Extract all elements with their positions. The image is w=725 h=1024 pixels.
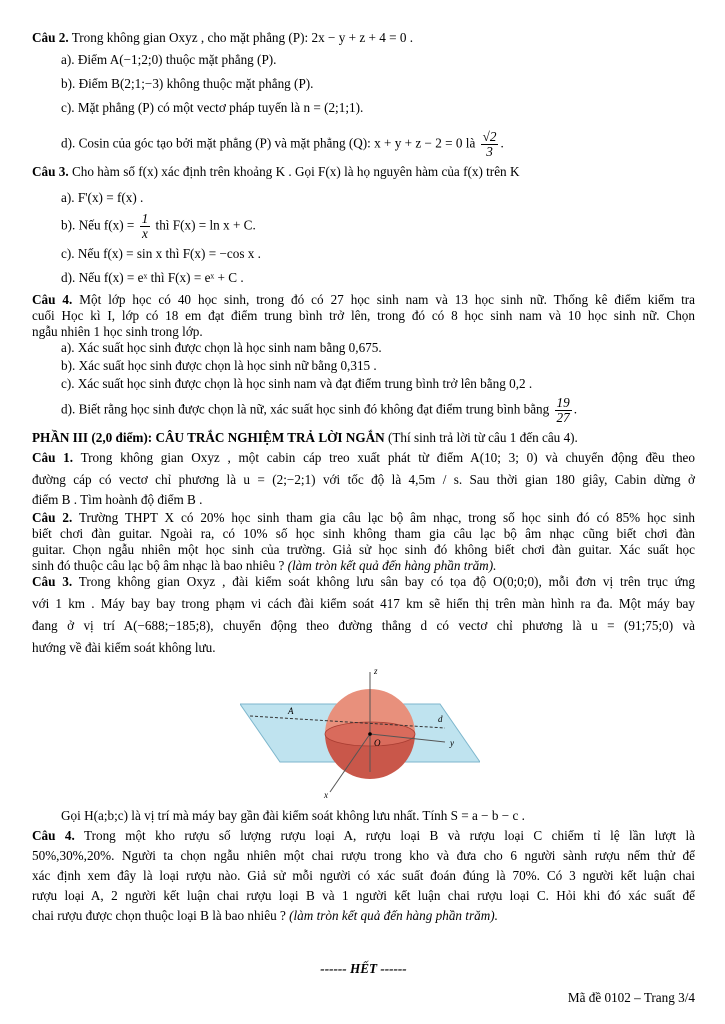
part-3-note: (Thí sinh trả lời từ câu 1 đến câu 4). — [384, 430, 578, 445]
p3-question-4-line-5 — [32, 908, 695, 926]
p3-question-3-task: Gọi H(a;b;c) là vị trí mà máy bay gần đài kiểm soát không lưu nhất. Tính S = a − b − c . — [61, 808, 525, 823]
p3-question-3-line-1 — [32, 574, 695, 596]
question-label: Câu 4. — [32, 828, 75, 843]
exam-page — [32, 30, 696, 1005]
part-3-heading — [32, 430, 695, 450]
fraction-denominator: x — [142, 226, 148, 241]
q2-option-d: d). Cosin của góc tạo bởi mặt phẳng (P) và mặt phẳng (Q): x + y + z − 2 = 0 là $\frac{√2}{3}$ . — [61, 129, 504, 159]
p3-question-1-line-2: đường cáp có vectơ chỉ phương là u = (2;−2;1) với tốc độ là 4,5m / s. Sau thời gian 180 giây, Cabin dừng ở — [32, 472, 695, 487]
fraction-numerator: √2 — [482, 129, 497, 144]
question-4-line-1 — [32, 292, 695, 308]
q2-option-c: c). Mặt phẳng (P) có một vectơ pháp tuyến là n = (2;1;1). — [61, 100, 364, 115]
question-label: Câu 3. — [32, 164, 69, 179]
sphere-plane-svg — [240, 662, 480, 802]
label-x: x — [324, 790, 328, 800]
question-text: sinh đó thuộc câu lạc bộ âm nhạc là bao nhiêu ? — [32, 558, 285, 573]
q3-option-b-pre: b). Nếu f(x) = — [61, 217, 135, 233]
q2-option-d-fraction — [481, 130, 499, 159]
q3-option-b — [32, 212, 695, 246]
q3-option-c: c). Nếu f(x) = sin x thì F(x) = −cos x . — [61, 246, 261, 261]
question-label: Câu 4. — [32, 292, 73, 307]
label-A: A — [288, 706, 294, 716]
page-footer: Mã đề 0102 – Trang 3/4 — [567, 990, 695, 1005]
p3-question-4-line-2: 50%,30%,20%. Người ta chọn ngẫu nhiên một chai rượu trong kho và đưa cho 6 người sành rượu nếm thử để — [32, 848, 695, 863]
fraction-denominator: 27 — [556, 410, 570, 425]
p3-question-4-line-3: xác định xem đây là loại rượu nào. Giả sử mỗi người có xác suất đoán đúng là 70%. Có 3 người kết luận chai — [32, 868, 695, 883]
question-text: Trong không gian Oxyz , đài kiểm soát không lưu sân bay có tọa độ O(0;0;0), mỗi đơn vị trên trục ứng — [72, 574, 696, 589]
p3-question-4-line-1 — [32, 828, 695, 848]
p3-question-1-line-3: điểm B . Tìm hoành độ điểm B . — [32, 492, 203, 507]
question-text: chai rượu được chọn thuộc loại B là bao nhiêu ? — [32, 908, 286, 923]
origin-point — [368, 732, 372, 736]
fraction-numerator: 19 — [556, 395, 570, 410]
q2-option-d-text: d). Cosin của góc tạo bởi mặt phẳng (P) và mặt phẳng (Q): x + y + z − 2 = 0 là — [61, 135, 476, 151]
sphere-plane-figure — [240, 662, 480, 802]
p3-question-2-line-4 — [32, 558, 695, 574]
question-4-line-3: ngẫu nhiên 1 học sinh trong lớp. — [32, 324, 203, 339]
q4-option-a: a). Xác suất học sinh được chọn là học sinh nam bằng 0,675. — [61, 340, 382, 355]
q3-option-b-fraction — [140, 212, 151, 241]
fraction-numerator: 1 — [141, 211, 149, 226]
p3-question-3-line-2: với 1 km . Máy bay bay trong phạm vi cách đài kiểm soát 417 km sẽ hiển thị trên màn hình ra đa. Một máy bay — [32, 596, 695, 611]
question-label: Câu 2. — [32, 510, 73, 525]
question-text: Trong không gian Oxyz , cho mặt phẳng (P): 2x − y + z + 4 = 0 . — [68, 30, 414, 45]
q4-option-d-text: d). Biết rằng học sinh được chọn là nữ, xác suất học sinh đó không đạt điểm trung bình bằng — [61, 401, 550, 417]
rounding-note: (làm tròn kết quả đến hàng phần trăm). — [284, 558, 497, 573]
question-text: Trong một kho rượu số lượng rượu loại A, rượu loại B và rượu loại C chiếm tỉ lệ lần lượt là — [74, 828, 696, 843]
end-marker: ------ HẾT ------ — [320, 961, 407, 976]
fraction-denominator: 3 — [486, 144, 493, 159]
p3-question-3-line-3: đang ở vị trí A(−688;−185;8), chuyển động theo đường thẳng d có vectơ chỉ phương là u = (91;75;0) và — [32, 618, 695, 633]
p3-question-2-line-2: biết chơi đàn guitar. Ngoài ra, có 10% số học sinh không tham gia câu lạc bộ âm nhạc cũng biết chơi đàn — [32, 526, 695, 541]
question-label: Câu 3. — [32, 574, 73, 589]
q4-option-d-fraction — [555, 396, 572, 425]
label-O: O — [374, 738, 381, 748]
label-z: z — [374, 666, 378, 676]
question-label: Câu 1. — [32, 450, 74, 465]
part-3-title: PHẦN III (2,0 điểm): CÂU TRẮC NGHIỆM TRẢ LỜI NGẮN — [32, 430, 385, 445]
q4-option-b: b). Xác suất học sinh được chọn là học sinh nữ bằng 0,315 . — [61, 358, 377, 373]
q2-option-a: a). Điểm A(−1;2;0) thuộc mặt phẳng (P). — [61, 52, 277, 67]
question-3-stem — [32, 164, 695, 190]
question-text: Trong không gian Oxyz , một cabin cáp treo xuất phát từ điểm A(10; 3; 0) và chuyển động đều theo — [73, 450, 695, 465]
label-d: d — [438, 714, 443, 724]
label-y: y — [450, 738, 454, 748]
q3-option-d: d). Nếu f(x) = eˣ thì F(x) = eˣ + C . — [61, 270, 244, 285]
p3-question-4-line-4: rượu loại A, 2 người kết luận chai rượu loại B và 1 người kết luận chai rượu loại C. Hỏi khi đó xác suất để — [32, 888, 695, 903]
q4-option-d: d). Biết rằng học sinh được chọn là nữ, xác suất học sinh đó không đạt điểm trung bình bằng $\frac{19}{27}$ . — [61, 395, 578, 425]
p3-question-3-line-4: hướng về đài kiểm soát không lưu. — [32, 640, 216, 655]
p3-question-2-line-3: guitar. Chọn ngẫu nhiên một học sinh của trường. Giả sử học sinh đó không biết chơi đàn guitar. Xác suất học — [32, 542, 695, 557]
q3-option-a: a). F'(x) = f(x) . — [61, 190, 144, 205]
question-text: Cho hàm số f(x) xác định trên khoảng K . Gọi F(x) là họ nguyên hàm của f(x) trên K — [68, 164, 520, 179]
question-label: Câu 2. — [32, 30, 69, 45]
p3-question-2-line-1 — [32, 510, 695, 526]
question-text: Trường THPT X có 20% học sinh tham gia câu lạc bộ âm nhạc, trong số học sinh đó có 85% học sinh — [72, 510, 695, 525]
q3-option-b-post: thì F(x) = ln x + C. — [155, 217, 256, 233]
q4-option-c: c). Xác suất học sinh được chọn là học sinh nam và đạt điểm trung bình trở lên bằng 0,2 . — [61, 376, 533, 391]
p3-question-1-line-1 — [32, 450, 695, 472]
rounding-note: (làm tròn kết quả đến hàng phần trăm). — [285, 908, 498, 923]
question-2-stem — [32, 30, 695, 52]
question-text: Một lớp học có 40 học sinh, trong đó có 27 học sinh nam và 13 học sinh nữ. Thống kê điểm kiểm tra — [72, 292, 695, 307]
question-4-line-2: cuối Học kì I, lớp có 18 em đạt điểm trung bình trở lên, trong đó có 8 học sinh nam và 10 học sinh nữ. Chọn — [32, 308, 695, 323]
q2-option-b: b). Điểm B(2;1;−3) không thuộc mặt phẳng (P). — [61, 76, 314, 91]
